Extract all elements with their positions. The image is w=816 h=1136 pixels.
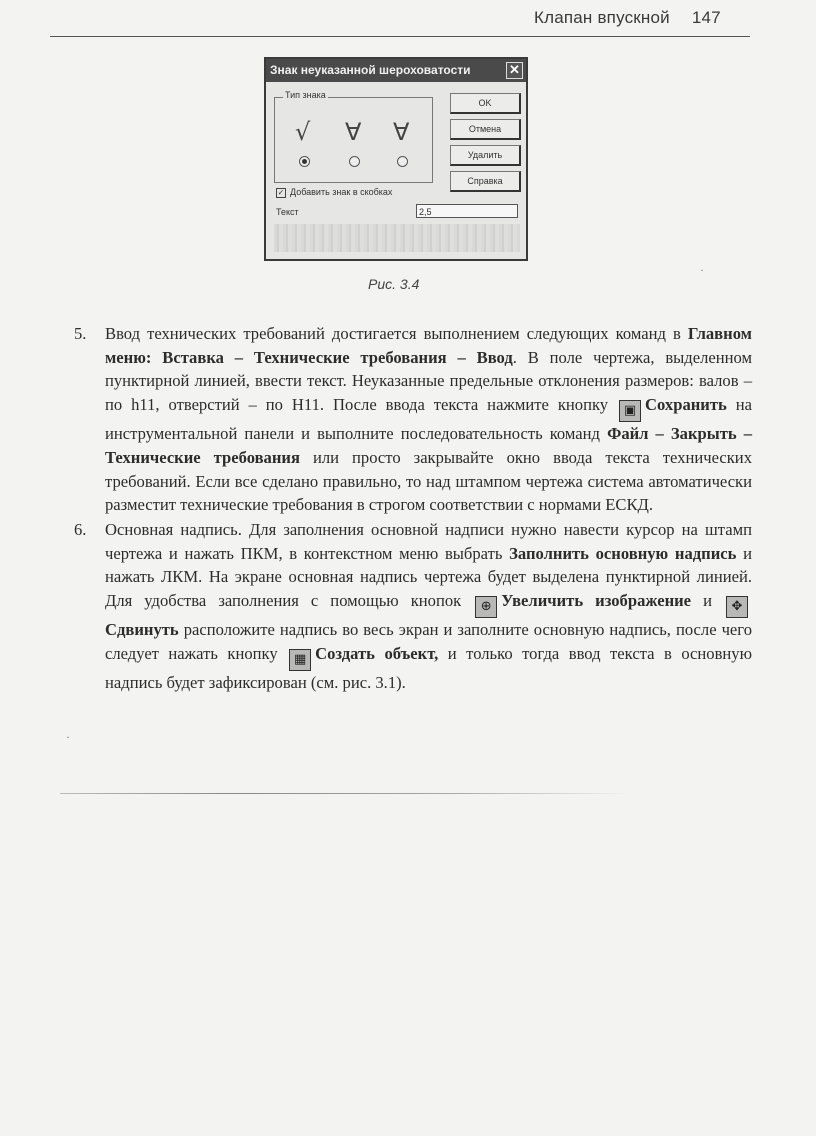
scan-speck: · <box>700 263 704 277</box>
checkbox-mark: ✓ <box>277 187 285 197</box>
save-command: Сохранить <box>645 395 727 415</box>
command-sequence: Файл – Закрыть – Технические требования <box>105 424 752 467</box>
create-object-command: Создать объект, <box>315 643 439 663</box>
zoom-command: Увеличить изображение <box>501 591 692 611</box>
pan-icon: ✥ <box>726 596 748 618</box>
pan-command: Сдвинуть <box>105 620 179 640</box>
roughness-sign-no-removal-icon: ∀ <box>393 118 410 146</box>
menu-path: Главном меню: Вставка – Технические требования – Ввод <box>105 324 752 367</box>
checkbox-label: Добавить знак в скобках <box>290 187 393 197</box>
create-object-icon: ▦ <box>289 649 311 671</box>
text-field[interactable]: 2,5 <box>416 204 518 218</box>
item-text: и только тогда ввод текста в основную надпись будет зафиксирован (см. рис. 3.1). <box>105 643 752 692</box>
figure-caption: Рис. 3.4 <box>368 276 420 292</box>
running-header <box>534 8 721 28</box>
scan-speck: · <box>66 730 70 744</box>
item-text: Ввод технических требований достигается выполнением следующих команд в <box>105 324 688 343</box>
text-label: Текст <box>276 207 299 217</box>
radio-sign-1[interactable] <box>299 156 310 167</box>
ok-button[interactable]: OK <box>450 93 521 114</box>
item-number: 5. <box>74 324 87 343</box>
item-text: Основная надпись. Для заполнения основной надписи нужно навести курсор на штамп чертежа и нажать ПКМ, в контекстном меню выбрать <box>105 519 752 563</box>
item-text: расположите надпись во весь экран и заполните основную надпись, после чего следует нажать кнопку <box>105 620 752 663</box>
brackets-checkbox[interactable] <box>276 187 392 198</box>
close-icon[interactable]: ✕ <box>506 62 523 79</box>
item-text: на инструментальной панели и выполните последовательность команд <box>105 395 752 444</box>
sign-type-group <box>274 90 433 183</box>
item-text: или просто закрывайте окно ввода текста технических требований. Если все сделано правильно, то над штампом чертежа система автоматически разместит технические требования в строгом соответствии с нормами ЕСКД. <box>105 447 752 515</box>
item-text: и <box>691 591 724 611</box>
save-icon: ▣ <box>619 400 641 422</box>
roughness-sign-icon: √ <box>295 118 311 146</box>
item-number: 6. <box>74 519 87 539</box>
cancel-button[interactable]: Отмена <box>450 119 521 140</box>
list-item <box>74 518 752 695</box>
page-number: 147 <box>691 8 721 27</box>
radio-sign-2[interactable] <box>349 156 360 167</box>
bottom-rule <box>60 793 630 794</box>
group-label: Тип знака <box>285 90 326 100</box>
dialog-title: Знак неуказанной шероховатости <box>270 63 471 77</box>
header-title: Клапан впускной <box>534 8 670 27</box>
item-text: . В поле чертежа, выделенном пунктирной линией, ввести текст. Неуказанные предельные отклонения размеров: валов – по h11, отверстий – по H11. После ввода текста нажмите кнопку <box>105 347 752 415</box>
radio-sign-3[interactable] <box>397 156 408 167</box>
roughness-dialog-figure <box>264 57 528 261</box>
dialog-title-bar <box>266 59 526 82</box>
help-button[interactable]: Справка <box>450 171 521 192</box>
roughness-sign-removal-icon: ∀ <box>345 118 362 146</box>
header-rule <box>50 36 750 37</box>
dialog-scan-noise <box>274 224 520 252</box>
zoom-in-icon: ⊕ <box>475 596 497 618</box>
list-item <box>74 322 752 517</box>
delete-button[interactable]: Удалить <box>450 145 521 166</box>
menu-command: Заполнить основную надпись <box>509 543 737 563</box>
item-text: и нажать ЛКМ. На экране основная надпись чертежа будет выделена пунктирной линией. Для удобства заполнения с помощью кнопок <box>105 543 753 611</box>
instruction-list <box>74 322 752 694</box>
